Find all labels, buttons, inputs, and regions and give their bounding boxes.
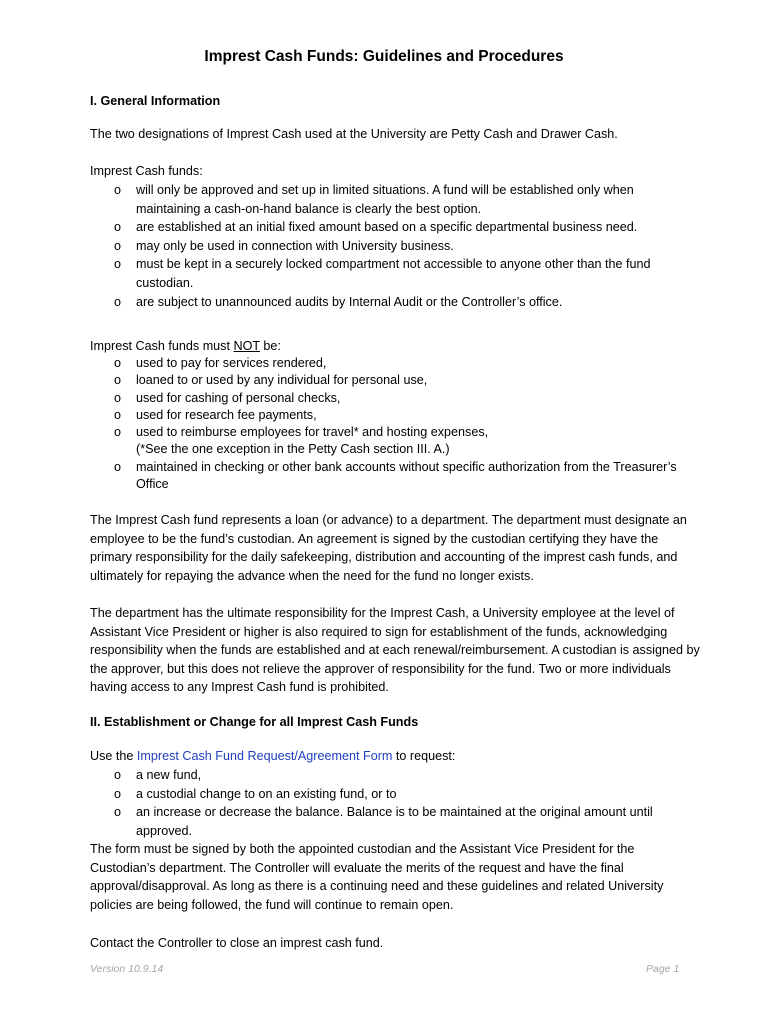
not-emphasis: NOT bbox=[233, 339, 260, 353]
list-item: o used to reimburse employees for travel* and hosting expenses, bbox=[90, 424, 700, 441]
list-item: o a custodial change to on an existing fund, or to bbox=[90, 785, 700, 804]
section-2-heading: II. Establishment or Change for all Imprest Cash Funds bbox=[90, 715, 419, 729]
list-item: o may only be used in connection with University business. bbox=[90, 237, 700, 256]
list-item: o used for cashing of personal checks, bbox=[90, 390, 700, 407]
bullet-icon: o bbox=[114, 373, 122, 388]
contact-line: Contact the Controller to close an imprest cash fund. bbox=[90, 936, 384, 950]
bullet-icon: o bbox=[114, 294, 122, 309]
bullet-icon: o bbox=[114, 183, 122, 197]
list-item: o a new fund, bbox=[90, 766, 700, 785]
intro-paragraph: The two designations of Imprest Cash used at the University are Petty Cash and Drawer Cash. bbox=[90, 127, 618, 141]
list-item-note: (*See the one exception in the Petty Cash section III. A.) bbox=[136, 442, 450, 457]
bullet-icon: o bbox=[114, 407, 122, 422]
list-item: o must be kept in a securely locked compartment not accessible to anyone other than the fund custodian. bbox=[114, 257, 651, 290]
bullet-icon: o bbox=[114, 805, 122, 820]
form-paragraph: The form must be signed by both the appointed custodian and the Assistant Vice President for the Custodian’s department. The Controller will evaluate the merits of the request and have the final approval/disapproval. As long as there is a continuing need and these guidelines and related University policies are being followed, the fund will continue to remain open. bbox=[90, 842, 664, 912]
footer-page-number: Page 1 bbox=[646, 963, 680, 975]
bullet-icon: o bbox=[114, 356, 122, 370]
bullet-icon: o bbox=[114, 425, 122, 440]
funds-list bbox=[90, 181, 700, 311]
bullet-icon: o bbox=[114, 220, 122, 235]
bullet-icon: o bbox=[114, 238, 122, 253]
list-item: o maintained in checking or other bank accounts without specific authorization from the Treasurer’s Office bbox=[114, 459, 677, 492]
list-item: o will only be approved and set up in limited situations. A fund will be established only when maintaining a cash-on-hand balance is clearly the best option. bbox=[114, 183, 634, 216]
list-item: o are subject to unannounced audits by Internal Audit or the Controller’s office. bbox=[90, 293, 700, 312]
document-title: Imprest Cash Funds: Guidelines and Procedures bbox=[204, 48, 564, 65]
bullet-icon: o bbox=[114, 257, 122, 272]
bullet-icon: o bbox=[114, 786, 122, 801]
request-list bbox=[90, 766, 700, 840]
bullet-icon: o bbox=[114, 459, 122, 474]
use-form-line: Use the Imprest Cash Fund Request/Agreement Form to request: bbox=[90, 749, 456, 763]
funds-label: Imprest Cash funds: bbox=[90, 164, 203, 178]
list-item: o used for research fee payments, bbox=[90, 407, 700, 424]
section-1-heading: I. General Information bbox=[90, 94, 221, 108]
list-item: o are established at an initial fixed amount based on a specific departmental business need. bbox=[90, 218, 700, 237]
footer-version: Version 10.9.14 bbox=[90, 963, 164, 975]
list-item: o loaned to or used by any individual for personal use, bbox=[90, 372, 700, 389]
not-label: Imprest Cash funds must NOT be: bbox=[90, 339, 281, 353]
list-item: o used to pay for services rendered, bbox=[90, 355, 700, 372]
not-list bbox=[90, 355, 700, 493]
request-form-link[interactable]: Imprest Cash Fund Request/Agreement Form bbox=[136, 749, 393, 763]
loan-paragraph: The Imprest Cash fund represents a loan (or advance) to a department. The department must designate an employee to be the fund’s custodian. An agreement is signed by the custodian certifying they have the primary responsibility for the daily safekeeping, distribution and accounting of the imprest cash funds, and ultimately for repaying the advance when the need for the fund no longer exists. bbox=[90, 513, 687, 583]
bullet-icon: o bbox=[114, 390, 122, 405]
responsibility-paragraph: The department has the ultimate responsibility for the Imprest Cash, a University employee at the level of Assistant Vice President or higher is also required to sign for establishment of the funds, acknowledging responsibility when the funds are established and at each renewal/reimbursement. A custodian is assigned by the approver, but this does not relieve the approver of responsibility for the fund. Two or more individuals having access to any Imprest Cash fund is prohibited. bbox=[90, 606, 700, 695]
bullet-icon: o bbox=[114, 768, 122, 782]
list-item: o an increase or decrease the balance. Balance is to be maintained at the original amount until approved. bbox=[114, 805, 653, 838]
